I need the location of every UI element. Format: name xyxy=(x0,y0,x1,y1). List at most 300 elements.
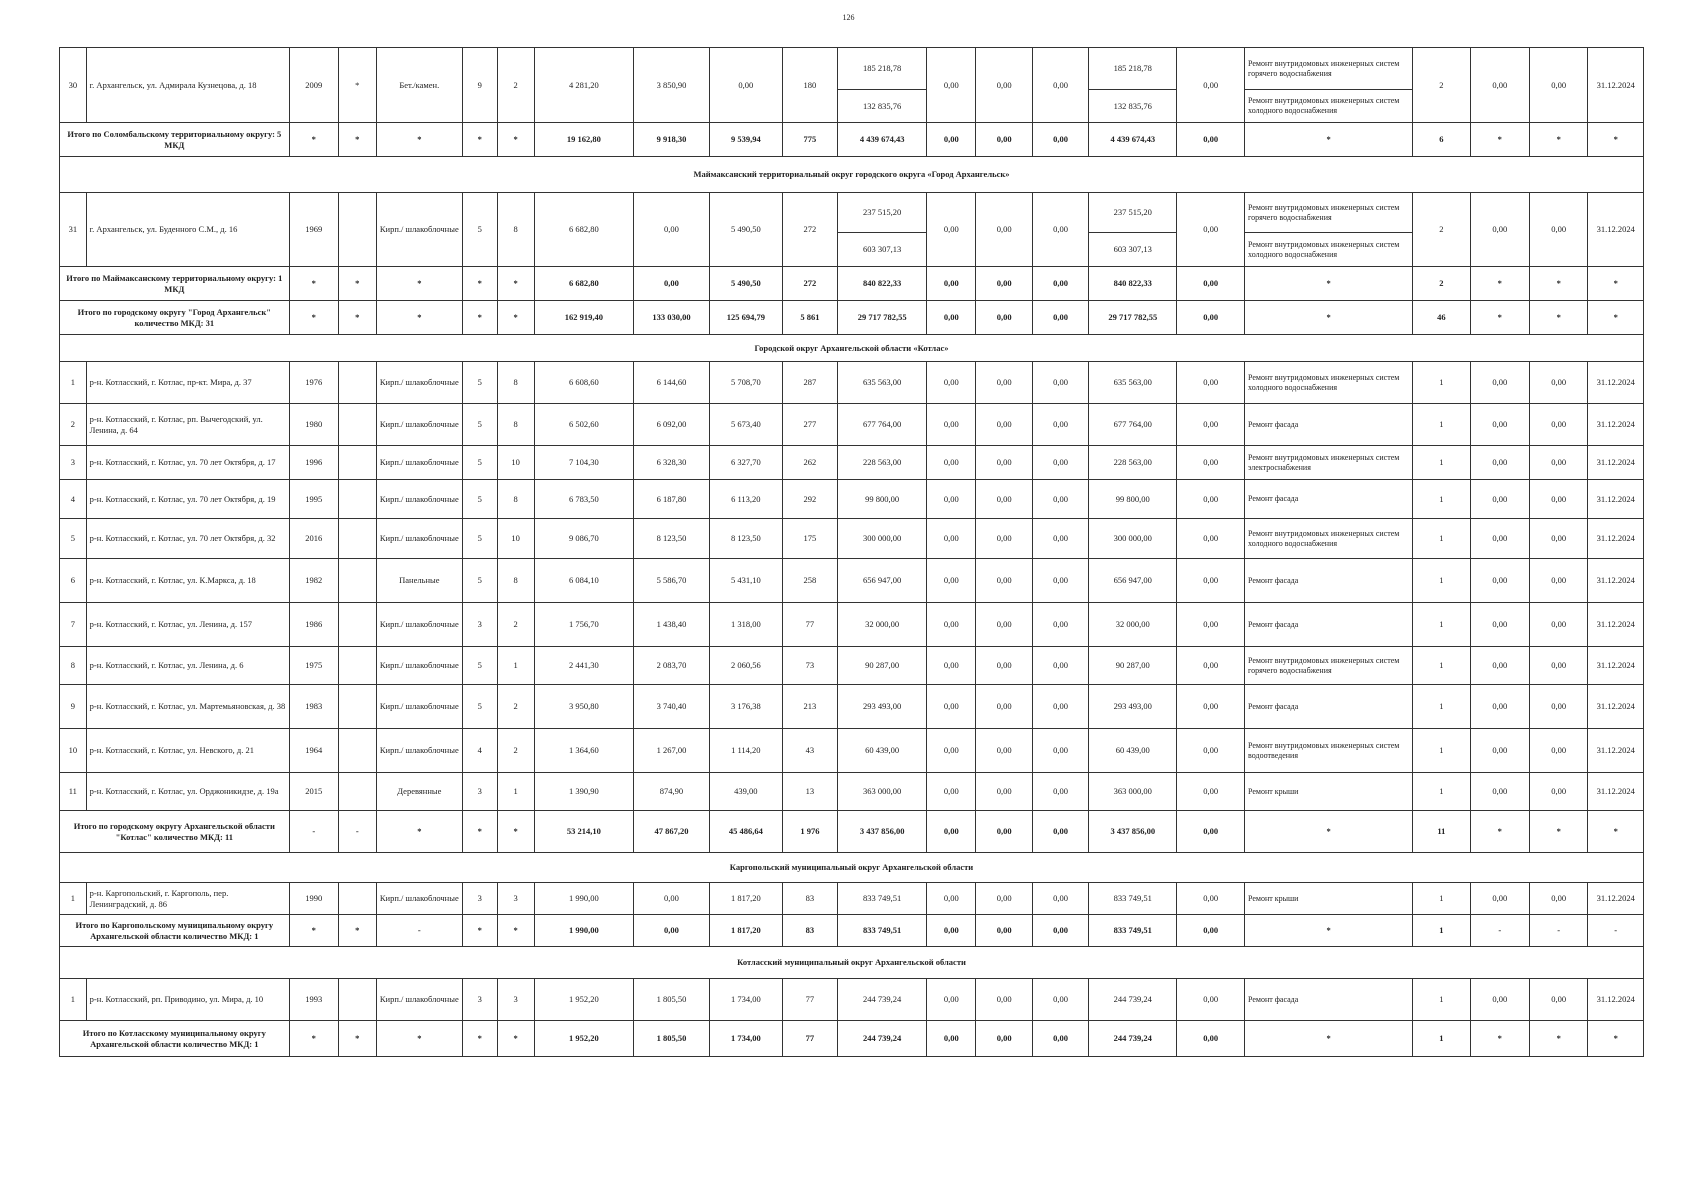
area-nonresidential: 5 490,50 xyxy=(709,267,782,301)
row-number: 1 xyxy=(60,362,87,404)
zero-value: 0,00 xyxy=(976,519,1032,559)
zero-value: 0,00 xyxy=(1530,979,1588,1021)
deadline: 31.12.2024 xyxy=(1588,729,1644,773)
quantity: 46 xyxy=(1413,301,1470,335)
dash: - xyxy=(289,811,338,853)
star: * xyxy=(289,915,338,947)
zero-value: 0,00 xyxy=(1032,301,1088,335)
star: * xyxy=(497,915,534,947)
address: р-н. Котласский, г. Котлас, ул. 70 лет Октября, д. 19 xyxy=(86,480,289,519)
table-row xyxy=(60,979,1644,1021)
zero-value: 0,00 xyxy=(927,404,976,446)
total-row xyxy=(60,811,1644,853)
star: * xyxy=(376,123,462,157)
area-total: 6 783,50 xyxy=(534,480,633,519)
zero-value: 0,00 xyxy=(927,559,976,603)
residents: 43 xyxy=(782,729,837,773)
zero-value: 0,00 xyxy=(1032,603,1088,647)
area-nonresidential: 1 114,20 xyxy=(709,729,782,773)
quantity: 1 xyxy=(1413,729,1470,773)
zero-value: 0,00 xyxy=(976,883,1032,915)
area-nonresidential: 3 176,38 xyxy=(709,685,782,729)
star: * xyxy=(1470,1021,1529,1057)
star: * xyxy=(289,123,338,157)
work-type: Ремонт внутридомовых инженерных систем холодного водоснабжения xyxy=(1245,519,1413,559)
cost-fund: 237 515,20 xyxy=(1089,193,1177,233)
area-nonresidential: 125 694,79 xyxy=(709,301,782,335)
zero-value: 0,00 xyxy=(1530,883,1588,915)
zero-value: 0,00 xyxy=(1530,193,1588,267)
year: 1969 xyxy=(289,193,338,267)
area-nonresidential: 2 060,56 xyxy=(709,647,782,685)
wall-material: Бет./камен. xyxy=(376,48,462,123)
work-type: Ремонт внутридомовых инженерных систем холодного водоснабжения xyxy=(1245,362,1413,404)
zero-value: 0,00 xyxy=(927,603,976,647)
cost: 677 764,00 xyxy=(838,404,927,446)
floors: 3 xyxy=(462,773,497,811)
wall-material: Кирп./ шлакоблочные xyxy=(376,685,462,729)
zero-value: 0,00 xyxy=(1470,685,1529,729)
star: * xyxy=(1588,811,1644,853)
deadline: 31.12.2024 xyxy=(1588,979,1644,1021)
area-nonresidential: 1 817,20 xyxy=(709,883,782,915)
zero-value: 0,00 xyxy=(927,1021,976,1057)
zero-value: 0,00 xyxy=(1177,404,1245,446)
cost: 132 835,76 xyxy=(838,90,927,123)
star: * xyxy=(1470,811,1529,853)
star: * xyxy=(462,1021,497,1057)
area-total: 6 502,60 xyxy=(534,404,633,446)
zero-value: 0,00 xyxy=(927,729,976,773)
row-number: 1 xyxy=(60,883,87,915)
address: р-н. Котласский, г. Котлас, ул. 70 лет Октября, д. 17 xyxy=(86,446,289,480)
entrances: 8 xyxy=(497,480,534,519)
work-type: Ремонт внутридомовых инженерных систем холодного водоснабжения xyxy=(1245,233,1413,267)
residents: 287 xyxy=(782,362,837,404)
area-residential: 9 918,30 xyxy=(634,123,710,157)
floors: 5 xyxy=(462,362,497,404)
star: * xyxy=(376,267,462,301)
row-number: 1 xyxy=(60,979,87,1021)
zero-value: 0,00 xyxy=(976,773,1032,811)
deadline: 31.12.2024 xyxy=(1588,647,1644,685)
entrances: 3 xyxy=(497,883,534,915)
area-nonresidential: 5 490,50 xyxy=(709,193,782,267)
wall-material: Кирп./ шлакоблочные xyxy=(376,519,462,559)
table-row xyxy=(60,559,1644,603)
row-number: 2 xyxy=(60,404,87,446)
star: * xyxy=(462,301,497,335)
zero-value: 0,00 xyxy=(1177,915,1245,947)
cost-fund: 185 218,78 xyxy=(1089,48,1177,90)
area-nonresidential: 1 734,00 xyxy=(709,1021,782,1057)
work-type: Ремонт фасада xyxy=(1245,480,1413,519)
table-row xyxy=(60,519,1644,559)
star: * xyxy=(462,915,497,947)
zero-value: 0,00 xyxy=(1177,979,1245,1021)
zero-value: 0,00 xyxy=(1032,404,1088,446)
mark: * xyxy=(338,48,376,123)
floors: 9 xyxy=(462,48,497,123)
zero-value: 0,00 xyxy=(1177,811,1245,853)
quantity: 2 xyxy=(1413,267,1470,301)
zero-value: 0,00 xyxy=(1032,559,1088,603)
section-title: Маймаксанский территориальный округ городского округа «Город Архангельск» xyxy=(60,157,1644,193)
dash: - xyxy=(1530,915,1588,947)
star: * xyxy=(338,1021,376,1057)
zero-value: 0,00 xyxy=(976,559,1032,603)
work-type: Ремонт крыши xyxy=(1245,773,1413,811)
row-number: 3 xyxy=(60,446,87,480)
total-row xyxy=(60,267,1644,301)
zero-value: 0,00 xyxy=(976,404,1032,446)
wall-material: Кирп./ шлакоблочные xyxy=(376,362,462,404)
cost-fund: 228 563,00 xyxy=(1089,446,1177,480)
zero-value: 0,00 xyxy=(927,773,976,811)
area-residential: 1 438,40 xyxy=(634,603,710,647)
address: р-н. Котласский, г. Котлас, рп. Вычегодский, ул. Ленина, д. 64 xyxy=(86,404,289,446)
total-row xyxy=(60,301,1644,335)
cost-fund: 656 947,00 xyxy=(1089,559,1177,603)
quantity: 1 xyxy=(1413,647,1470,685)
cost: 185 218,78 xyxy=(838,48,927,90)
zero-value: 0,00 xyxy=(1177,883,1245,915)
star: * xyxy=(497,301,534,335)
residents: 73 xyxy=(782,647,837,685)
area-nonresidential: 1 817,20 xyxy=(709,915,782,947)
star: * xyxy=(497,811,534,853)
wall-material: Кирп./ шлакоблочные xyxy=(376,603,462,647)
quantity: 1 xyxy=(1413,915,1470,947)
zero-value: 0,00 xyxy=(927,647,976,685)
cost: 244 739,24 xyxy=(838,1021,927,1057)
zero-value: 0,00 xyxy=(1032,729,1088,773)
quantity: 1 xyxy=(1413,519,1470,559)
zero-value: 0,00 xyxy=(976,362,1032,404)
mark xyxy=(338,979,376,1021)
deadline: 31.12.2024 xyxy=(1588,48,1644,123)
star: * xyxy=(497,123,534,157)
star: * xyxy=(376,811,462,853)
area-total: 53 214,10 xyxy=(534,811,633,853)
work-type: Ремонт фасада xyxy=(1245,559,1413,603)
residents: 775 xyxy=(782,123,837,157)
area-residential: 1 267,00 xyxy=(634,729,710,773)
zero-value: 0,00 xyxy=(1032,480,1088,519)
zero-value: 0,00 xyxy=(1530,480,1588,519)
year: 1996 xyxy=(289,446,338,480)
deadline: 31.12.2024 xyxy=(1588,603,1644,647)
quantity: 11 xyxy=(1413,811,1470,853)
zero-value: 0,00 xyxy=(1470,480,1529,519)
star: * xyxy=(1245,811,1413,853)
star: * xyxy=(338,301,376,335)
area-total: 1 390,90 xyxy=(534,773,633,811)
area-total: 19 162,80 xyxy=(534,123,633,157)
residents: 77 xyxy=(782,979,837,1021)
area-nonresidential: 5 673,40 xyxy=(709,404,782,446)
area-residential: 0,00 xyxy=(634,915,710,947)
mark xyxy=(338,883,376,915)
deadline: 31.12.2024 xyxy=(1588,773,1644,811)
section-row xyxy=(60,947,1644,979)
zero-value: 0,00 xyxy=(1470,362,1529,404)
zero-value: 0,00 xyxy=(1177,647,1245,685)
area-residential: 6 092,00 xyxy=(634,404,710,446)
zero-value: 0,00 xyxy=(1177,446,1245,480)
star: * xyxy=(338,267,376,301)
cost: 90 287,00 xyxy=(838,647,927,685)
area-residential: 5 586,70 xyxy=(634,559,710,603)
entrances: 2 xyxy=(497,729,534,773)
area-total: 7 104,30 xyxy=(534,446,633,480)
year: 1980 xyxy=(289,404,338,446)
address: р-н. Котласский, г. Котлас, ул. Невского, д. 21 xyxy=(86,729,289,773)
year: 1983 xyxy=(289,685,338,729)
mark xyxy=(338,362,376,404)
cost-fund: 244 739,24 xyxy=(1089,979,1177,1021)
floors: 5 xyxy=(462,685,497,729)
cost: 603 307,13 xyxy=(838,233,927,267)
quantity: 1 xyxy=(1413,883,1470,915)
zero-value: 0,00 xyxy=(927,267,976,301)
cost: 3 437 856,00 xyxy=(838,811,927,853)
cost: 60 439,00 xyxy=(838,729,927,773)
residents: 277 xyxy=(782,404,837,446)
residents: 292 xyxy=(782,480,837,519)
table-row xyxy=(60,446,1644,480)
year: 1964 xyxy=(289,729,338,773)
page-number: 126 xyxy=(842,13,855,22)
entrances: 1 xyxy=(497,647,534,685)
work-type: Ремонт фасада xyxy=(1245,404,1413,446)
star: * xyxy=(462,811,497,853)
area-residential: 2 083,70 xyxy=(634,647,710,685)
cost: 833 749,51 xyxy=(838,915,927,947)
wall-material: Кирп./ шлакоблочные xyxy=(376,647,462,685)
section-title: Городской округ Архангельской области «Котлас» xyxy=(60,335,1644,362)
cost: 300 000,00 xyxy=(838,519,927,559)
work-type: Ремонт фасада xyxy=(1245,979,1413,1021)
floors: 4 xyxy=(462,729,497,773)
section-row xyxy=(60,157,1644,193)
deadline: 31.12.2024 xyxy=(1588,519,1644,559)
entrances: 2 xyxy=(497,603,534,647)
zero-value: 0,00 xyxy=(1470,883,1529,915)
area-nonresidential: 6 327,70 xyxy=(709,446,782,480)
area-total: 1 990,00 xyxy=(534,883,633,915)
row-number: 6 xyxy=(60,559,87,603)
zero-value: 0,00 xyxy=(1530,773,1588,811)
total-label: Итого по городскому округу Архангельской области "Котлас" количество МКД: 11 xyxy=(60,811,290,853)
residents: 1 976 xyxy=(782,811,837,853)
zero-value: 0,00 xyxy=(927,362,976,404)
cost-fund: 244 739,24 xyxy=(1089,1021,1177,1057)
star: * xyxy=(1530,1021,1588,1057)
area-total: 162 919,40 xyxy=(534,301,633,335)
work-type: Ремонт крыши xyxy=(1245,883,1413,915)
zero-value: 0,00 xyxy=(1530,647,1588,685)
area-total: 1 756,70 xyxy=(534,603,633,647)
total-label: Итого по Соломбальскому территориальному округу: 5 МКД xyxy=(60,123,290,157)
mark xyxy=(338,404,376,446)
address: р-н. Котласский, г. Котлас, ул. Ленина, д. 6 xyxy=(86,647,289,685)
quantity: 1 xyxy=(1413,559,1470,603)
zero-value: 0,00 xyxy=(1032,267,1088,301)
table-row xyxy=(60,773,1644,811)
quantity: 1 xyxy=(1413,685,1470,729)
star: * xyxy=(1245,915,1413,947)
area-nonresidential: 6 113,20 xyxy=(709,480,782,519)
floors: 5 xyxy=(462,480,497,519)
table-row xyxy=(60,603,1644,647)
residents: 13 xyxy=(782,773,837,811)
area-residential: 0,00 xyxy=(634,193,710,267)
wall-material: Кирп./ шлакоблочные xyxy=(376,404,462,446)
mark xyxy=(338,729,376,773)
zero-value: 0,00 xyxy=(927,193,976,267)
cost-fund: 32 000,00 xyxy=(1089,603,1177,647)
work-type: Ремонт внутридомовых инженерных систем горячего водоснабжения xyxy=(1245,193,1413,233)
cost-fund: 677 764,00 xyxy=(1089,404,1177,446)
total-row xyxy=(60,123,1644,157)
total-row xyxy=(60,1021,1644,1057)
zero-value: 0,00 xyxy=(1470,48,1529,123)
work-type: Ремонт внутридомовых инженерных систем горячего водоснабжения xyxy=(1245,647,1413,685)
address: г. Архангельск, ул. Буденного С.М., д. 16 xyxy=(86,193,289,267)
zero-value: 0,00 xyxy=(1530,404,1588,446)
zero-value: 0,00 xyxy=(1032,446,1088,480)
mark xyxy=(338,480,376,519)
zero-value: 0,00 xyxy=(1032,883,1088,915)
star: * xyxy=(1530,301,1588,335)
zero-value: 0,00 xyxy=(1177,480,1245,519)
cost: 363 000,00 xyxy=(838,773,927,811)
area-nonresidential: 8 123,50 xyxy=(709,519,782,559)
zero-value: 0,00 xyxy=(1530,519,1588,559)
zero-value: 0,00 xyxy=(1470,446,1529,480)
entrances: 8 xyxy=(497,404,534,446)
zero-value: 0,00 xyxy=(1530,729,1588,773)
zero-value: 0,00 xyxy=(1177,362,1245,404)
floors: 3 xyxy=(462,883,497,915)
star: * xyxy=(289,267,338,301)
zero-value: 0,00 xyxy=(976,915,1032,947)
star: * xyxy=(338,915,376,947)
star: * xyxy=(1530,123,1588,157)
area-total: 6 084,10 xyxy=(534,559,633,603)
area-nonresidential: 0,00 xyxy=(709,48,782,123)
star: * xyxy=(1588,301,1644,335)
mark xyxy=(338,559,376,603)
cost: 656 947,00 xyxy=(838,559,927,603)
star: * xyxy=(376,1021,462,1057)
dash: - xyxy=(376,915,462,947)
zero-value: 0,00 xyxy=(1032,647,1088,685)
entrances: 10 xyxy=(497,446,534,480)
year: 1976 xyxy=(289,362,338,404)
address: р-н. Котласский, г. Котлас, ул. Мартемьяновская, д. 38 xyxy=(86,685,289,729)
zero-value: 0,00 xyxy=(927,811,976,853)
area-total: 2 441,30 xyxy=(534,647,633,685)
star: * xyxy=(376,301,462,335)
star: * xyxy=(1470,123,1529,157)
area-residential: 1 805,50 xyxy=(634,979,710,1021)
zero-value: 0,00 xyxy=(927,446,976,480)
zero-value: 0,00 xyxy=(927,519,976,559)
work-type: Ремонт фасада xyxy=(1245,685,1413,729)
cost: 237 515,20 xyxy=(838,193,927,233)
star: * xyxy=(1470,267,1529,301)
deadline: 31.12.2024 xyxy=(1588,362,1644,404)
star: * xyxy=(462,123,497,157)
entrances: 8 xyxy=(497,559,534,603)
zero-value: 0,00 xyxy=(927,48,976,123)
cost-fund: 293 493,00 xyxy=(1089,685,1177,729)
address: г. Архангельск, ул. Адмирала Кузнецова, д. 18 xyxy=(86,48,289,123)
cost: 29 717 782,55 xyxy=(838,301,927,335)
zero-value: 0,00 xyxy=(1470,559,1529,603)
star: * xyxy=(1245,301,1413,335)
year: 2009 xyxy=(289,48,338,123)
cost-fund: 3 437 856,00 xyxy=(1089,811,1177,853)
area-nonresidential: 5 431,10 xyxy=(709,559,782,603)
deadline: 31.12.2024 xyxy=(1588,883,1644,915)
zero-value: 0,00 xyxy=(1032,685,1088,729)
zero-value: 0,00 xyxy=(976,1021,1032,1057)
year: 1986 xyxy=(289,603,338,647)
zero-value: 0,00 xyxy=(927,301,976,335)
quantity: 1 xyxy=(1413,1021,1470,1057)
residents: 175 xyxy=(782,519,837,559)
zero-value: 0,00 xyxy=(976,446,1032,480)
zero-value: 0,00 xyxy=(927,915,976,947)
area-nonresidential: 5 708,70 xyxy=(709,362,782,404)
zero-value: 0,00 xyxy=(1470,519,1529,559)
work-type: Ремонт фасада xyxy=(1245,603,1413,647)
total-label: Итого по городскому округу "Город Архангельск" количество МКД: 31 xyxy=(60,301,290,335)
star: * xyxy=(1245,123,1413,157)
area-total: 4 281,20 xyxy=(534,48,633,123)
zero-value: 0,00 xyxy=(1177,267,1245,301)
cost-fund: 603 307,13 xyxy=(1089,233,1177,267)
wall-material: Кирп./ шлакоблочные xyxy=(376,979,462,1021)
deadline: 31.12.2024 xyxy=(1588,685,1644,729)
table-row xyxy=(60,480,1644,519)
area-residential: 6 187,80 xyxy=(634,480,710,519)
row-number: 7 xyxy=(60,603,87,647)
entrances: 8 xyxy=(497,193,534,267)
mark xyxy=(338,685,376,729)
mark xyxy=(338,519,376,559)
row-number: 10 xyxy=(60,729,87,773)
cost-fund: 29 717 782,55 xyxy=(1089,301,1177,335)
zero-value: 0,00 xyxy=(1530,446,1588,480)
residents: 180 xyxy=(782,48,837,123)
zero-value: 0,00 xyxy=(1530,685,1588,729)
address: р-н. Каргопольский, г. Каргополь, пер. Ленинградский, д. 86 xyxy=(86,883,289,915)
cost-fund: 60 439,00 xyxy=(1089,729,1177,773)
zero-value: 0,00 xyxy=(1530,48,1588,123)
total-label: Итого по Котласскому муниципальному округу Архангельской области количество МКД: 1 xyxy=(60,1021,290,1057)
area-total: 1 952,20 xyxy=(534,979,633,1021)
row-number: 30 xyxy=(60,48,87,123)
area-residential: 3 740,40 xyxy=(634,685,710,729)
quantity: 2 xyxy=(1413,193,1470,267)
zero-value: 0,00 xyxy=(1032,811,1088,853)
floors: 5 xyxy=(462,193,497,267)
year: 1990 xyxy=(289,883,338,915)
